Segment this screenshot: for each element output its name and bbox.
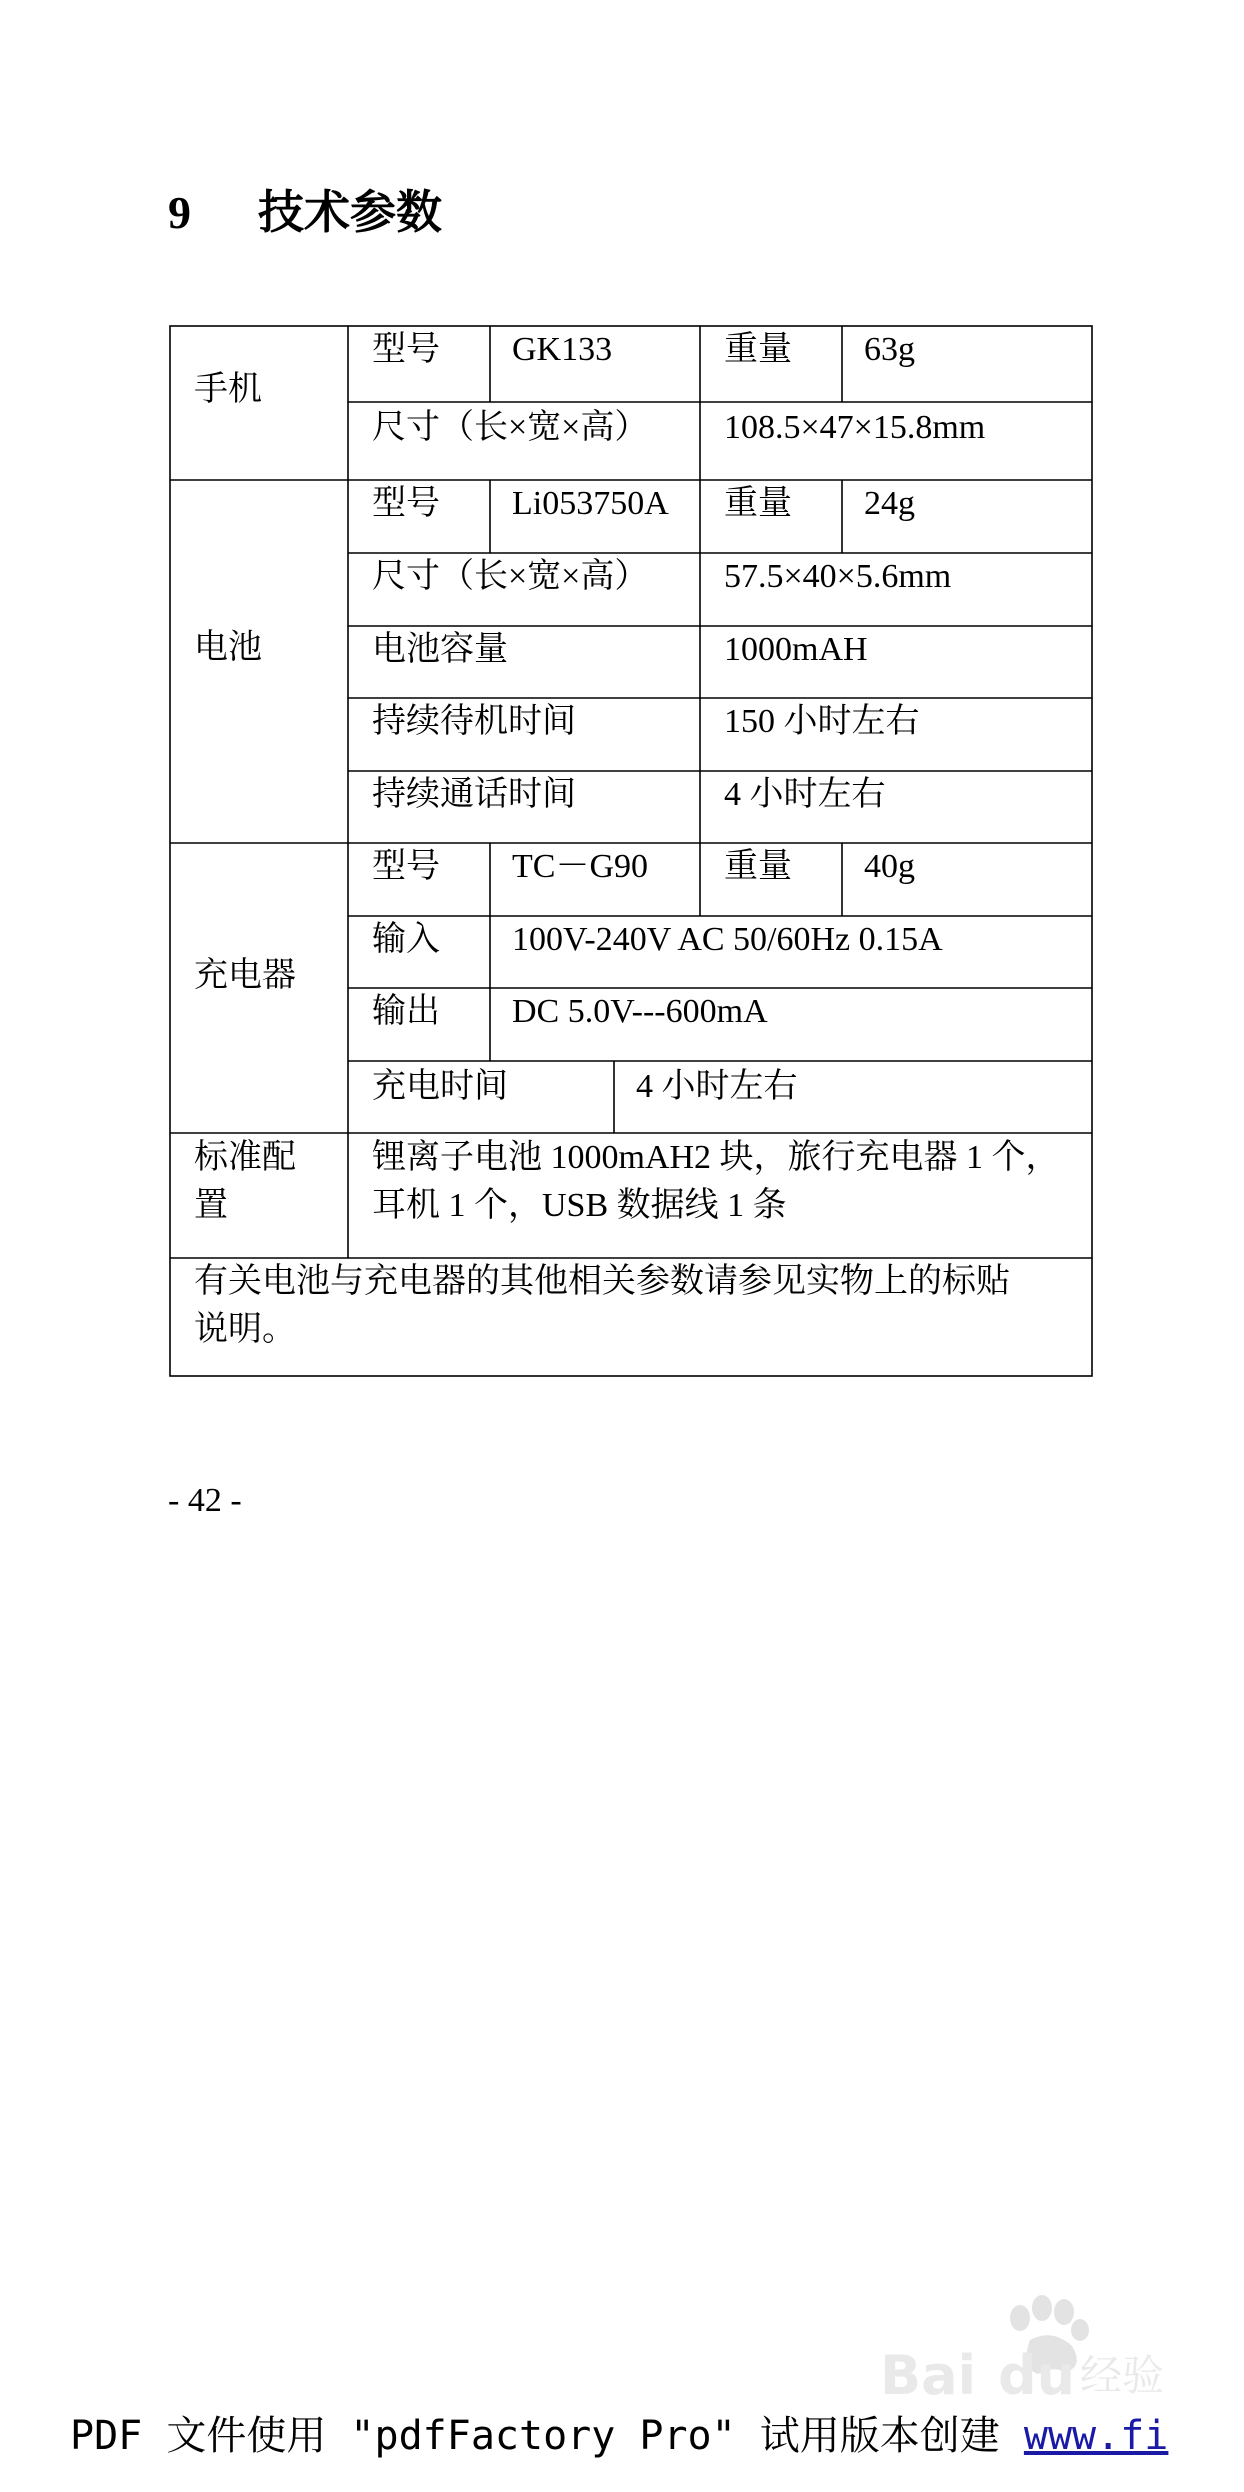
charger-input-value: 100V-240V AC 50/60Hz 0.15A bbox=[512, 921, 943, 958]
note-line2: 说明。 bbox=[194, 1311, 296, 1348]
charger-model-value: TC－G90 bbox=[512, 848, 648, 885]
section-number: 9 bbox=[168, 187, 191, 238]
standard-value-line2: 耳机 1 个，USB 数据线 1 条 bbox=[372, 1187, 787, 1224]
battery-talk-value: 4 小时左右 bbox=[724, 776, 886, 813]
charger-output-value: DC 5.0V---600mA bbox=[512, 993, 768, 1030]
standard-label-line2: 置 bbox=[194, 1187, 228, 1224]
footer-text: PDF 文件使用 "pdfFactory Pro" 试用版本创建 bbox=[70, 2413, 1024, 2459]
phone-label: 手机 bbox=[194, 371, 262, 408]
page-number: - 42 - bbox=[168, 1482, 242, 1519]
battery-model-value: Li053750A bbox=[512, 485, 669, 522]
battery-standby-label: 持续待机时间 bbox=[372, 703, 576, 740]
battery-weight-value: 24g bbox=[864, 485, 915, 522]
battery-capacity-value: 1000mAH bbox=[724, 631, 868, 668]
battery-size-label: 尺寸（长×宽×高） bbox=[372, 558, 649, 595]
battery-size-value: 57.5×40×5.6mm bbox=[724, 558, 952, 595]
phone-model-value: GK133 bbox=[512, 331, 613, 368]
battery-weight-label: 重量 bbox=[724, 485, 792, 522]
charger-label: 充电器 bbox=[194, 957, 296, 994]
battery-talk-label: 持续通话时间 bbox=[372, 776, 576, 813]
charger-input-label: 输入 bbox=[372, 921, 440, 958]
baidu-jingyan-watermark-logo bbox=[880, 2290, 1180, 2410]
battery-standby-value: 150 小时左右 bbox=[724, 703, 920, 740]
standard-value-line1: 锂离子电池 1000mAH2 块，旅行充电器 1 个， bbox=[372, 1139, 1060, 1176]
standard-label-line1: 标准配 bbox=[194, 1139, 296, 1176]
phone-model-label: 型号 bbox=[372, 331, 440, 368]
charger-weight-label: 重量 bbox=[724, 848, 792, 885]
charger-time-value: 4 小时左右 bbox=[636, 1068, 798, 1105]
footer-link[interactable]: www.fi bbox=[1023, 2413, 1169, 2459]
battery-capacity-label: 电池容量 bbox=[372, 631, 508, 668]
section-title: 技术参数 bbox=[258, 187, 442, 238]
svg-text:Bai: Bai bbox=[880, 2344, 977, 2407]
charger-model-label: 型号 bbox=[372, 848, 440, 885]
svg-text:du: du bbox=[998, 2344, 1076, 2407]
charger-time-label: 充电时间 bbox=[372, 1068, 508, 1105]
phone-weight-value: 63g bbox=[864, 331, 915, 368]
charger-weight-value: 40g bbox=[864, 848, 915, 885]
phone-size-value: 108.5×47×15.8mm bbox=[724, 409, 986, 446]
phone-weight-label: 重量 bbox=[724, 331, 792, 368]
charger-output-label: 输出 bbox=[372, 993, 440, 1030]
battery-model-label: 型号 bbox=[372, 485, 440, 522]
phone-size-label: 尺寸（长×宽×高） bbox=[372, 409, 649, 446]
pdf-footer bbox=[70, 2404, 1168, 2461]
note-line1: 有关电池与充电器的其他相关参数请参见实物上的标贴 bbox=[194, 1263, 1010, 1300]
svg-text:经验: 经验 bbox=[1080, 2351, 1165, 2400]
battery-label: 电池 bbox=[194, 629, 262, 666]
